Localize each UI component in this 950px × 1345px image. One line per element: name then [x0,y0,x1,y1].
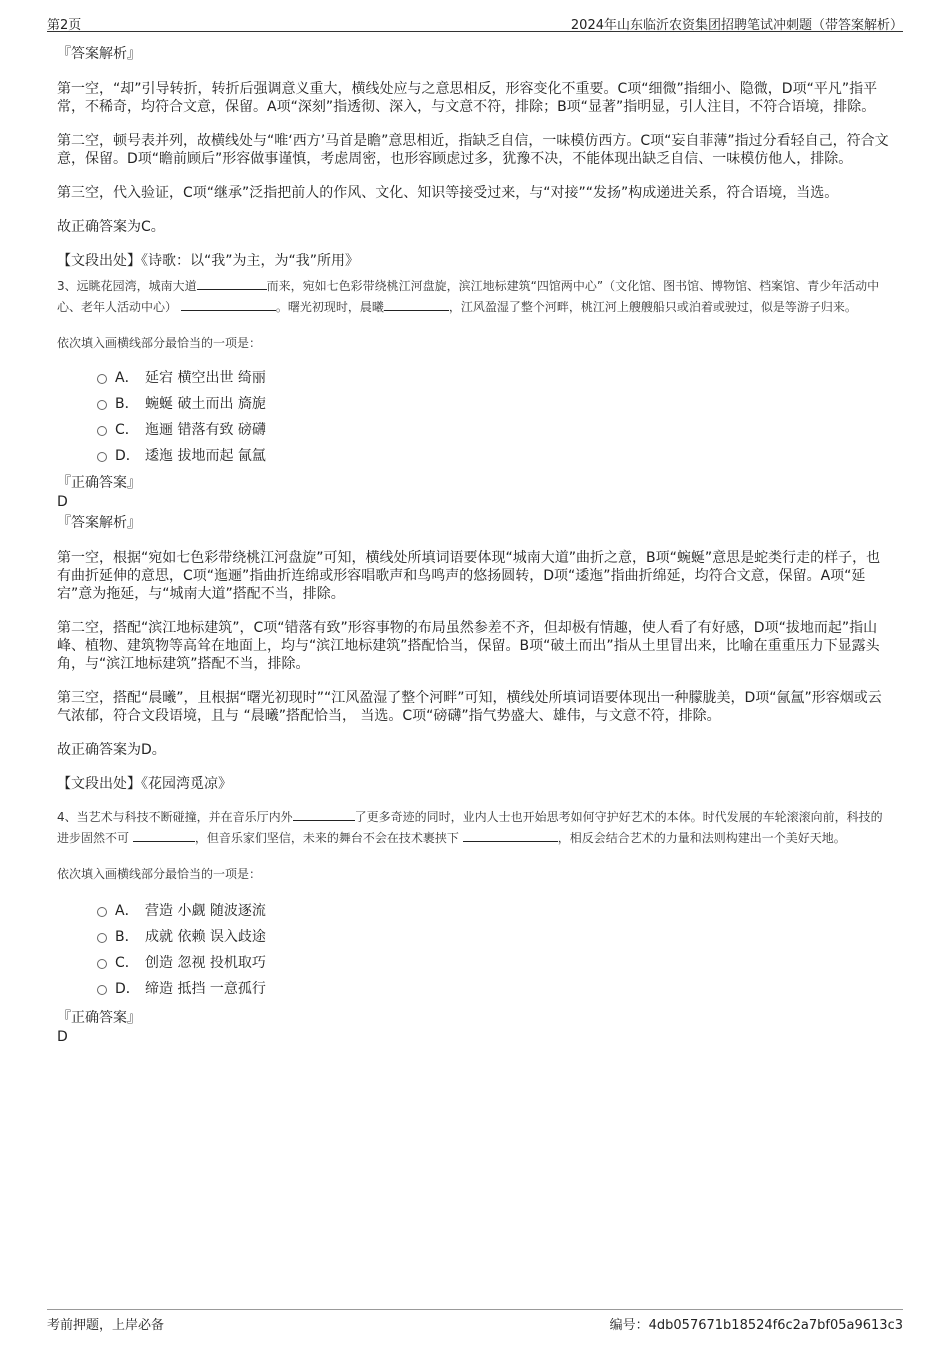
option-d[interactable]: D． 缔造 抵挡 一意孤行 [57,976,893,1002]
radio-icon[interactable] [97,985,107,995]
analysis-paragraph-3: 第三空，代入验证，C项“继承”泛指把前人的作风、文化、知识等接受过来，与“对接”“发扬”构成递进关系，符合语境，当选。 [57,185,839,201]
option-a[interactable]: A． 延宕 横空出世 绮丽 [57,365,893,391]
correct-answer-label: 『正确答案』 [57,475,141,491]
option-c[interactable]: C． 创造 忽视 投机取巧 [57,950,893,976]
blank-2 [181,298,276,311]
header-divider [47,31,903,32]
correct-answer: D [57,1029,68,1045]
source-citation: 【文段出处】《诗歌：以“我”为主，为“我”所用》 [57,253,360,269]
blank-3 [463,829,558,842]
conclusion: 故正确答案为D。 [57,742,166,758]
correct-answer: D [57,494,68,510]
radio-icon[interactable] [97,374,107,384]
option-b[interactable]: B． 成就 依赖 误入歧途 [57,924,893,950]
analysis-label: 『答案解析』 [57,515,141,531]
blank-2 [133,829,195,842]
option-b[interactable]: B． 蜿蜒 破土而出 旖旎 [57,391,893,417]
question-3-instruction: 依次填入画横线部分最恰当的一项是： [57,336,262,350]
analysis-paragraph-2: 第二空，顿号表并列，故横线处与“唯‘西方’马首是瞻”意思相近，指缺乏自信，一味模仿西方。C项“妄自菲薄”指过分看轻自己，符合文意，保留。D项“瞻前顾后”形容做事谨慎，考虑周密，也形容顾虑过多，犹豫不决，不能体现出缺乏自信、一味模仿他人，排除。 [57,133,889,167]
footer-slogan: 考前押题，上岸必备 [47,1318,165,1333]
question-4-part-1: 4、当艺术与科技不断碰撞，并在音乐厅内外 [57,810,293,824]
radio-icon[interactable] [97,426,107,436]
question-4-part-3: ，但音乐家们坚信，未来的舞台不会在技术裹挟下 [194,831,459,845]
analysis-paragraph-1: 第一空，“却”引导转折，转折后强调意义重大，横线处应与之意思相反，形容变化不重要。C项“细微”指细小、隐微，D项“平凡”指平常，不稀奇，均符合文意，保留。A项“深刻”指透彻、深入，与文意不符，排除；B项“显著”指明显，引人注目，不符合语境，排除。 [57,81,878,115]
radio-icon[interactable] [97,933,107,943]
question-3-options [57,365,893,469]
document-body [57,44,893,1046]
header-title: 2024年山东临沂农资集团招聘笔试冲刺题（带答案解析） [570,18,903,33]
question-4-options [57,898,893,1002]
blank-3 [384,298,449,311]
question-3-part-4: ，江风盈湿了整个河畔，桃江河上艘艘船只或泊着或驶过，似是等游子归来。 [448,300,857,314]
radio-icon[interactable] [97,907,107,917]
conclusion: 故正确答案为C。 [57,219,165,235]
blank-1 [293,808,355,821]
correct-answer-label: 『正确答案』 [57,1010,141,1026]
option-a[interactable]: A． 营造 小觑 随波逐流 [57,898,893,924]
option-d[interactable]: D． 逶迤 拔地而起 氤氲 [57,443,893,469]
header-page-number: 第2页 [47,18,82,33]
question-3-text [57,276,893,318]
analysis-label: 『答案解析』 [57,46,141,62]
footer-document-id: 编号：4db057671b18524f6c2a7bf05a9613c3 [609,1318,903,1333]
radio-icon[interactable] [97,400,107,410]
question-4-part-4: ，相反会结合艺术的力量和法则构建出一个美好天地。 [557,831,846,845]
blank-1 [197,277,267,290]
analysis-paragraph-2: 第二空，搭配“滨江地标建筑”，C项“错落有致”形容事物的布局虽然参差不齐，但却极有情趣，使人看了有好感，D项“拔地而起”指山峰、植物、建筑物等高耸在地面上，均与“滨江地标建筑”搭配恰当，保留。B项“破土而出”指从土里冒出来，比喻在重重压力下显露头角，与“滨江地标建筑”搭配不当，排除。 [57,620,880,672]
analysis-paragraph-3: 第三空，搭配“晨曦”，且根据“曙光初现时”“江风盈湿了整个河畔”可知，横线处所填词语要体现出一种朦胧美，D项“氤氲”形容烟或云气浓郁，符合文段语境，且与 “晨曦”搭配恰当， 当选。C项“磅礴”指气势盛大、雄伟，与文意不符，排除。 [57,690,882,724]
footer-divider [47,1309,903,1310]
question-3-part-3: 。曙光初现时，晨曦 [275,300,384,314]
question-4-part-2: 了更多奇迹的同时，业内人士也开始思考如何守护好艺术的本体。时代发展的车轮滚滚向前，科技的进步固然不可 [57,810,883,845]
question-3-part-1: 3、远眺花园湾，城南大道 [57,279,197,293]
question-4-text [57,807,893,849]
radio-icon[interactable] [97,959,107,969]
source-citation: 【文段出处】《花园湾觅凉》 [57,776,232,792]
question-3-part-2: 而来，宛如七色彩带绕桃江河盘旋，滨江地标建筑“四馆两中心”（文化馆、图书馆、博物馆、档案馆、青少年活动中心、老年人活动中心） [57,279,880,314]
option-c[interactable]: C． 迤逦 错落有致 磅礴 [57,417,893,443]
analysis-paragraph-1: 第一空，根据“宛如七色彩带绕桃江河盘旋”可知，横线处所填词语要体现“城南大道”曲折之意，B项“蜿蜒”意思是蛇类行走的样子，也有曲折延伸的意思，C项“迤逦”指曲折连绵或形容唱歌声和鸟鸣声的悠扬圆转，D项“逶迤”指曲折绵延，均符合文意，保留。A项“延宕”意为拖延，与“城南大道”搭配不当，排除。 [57,550,881,602]
question-4-instruction: 依次填入画横线部分最恰当的一项是： [57,867,262,881]
radio-icon[interactable] [97,452,107,462]
